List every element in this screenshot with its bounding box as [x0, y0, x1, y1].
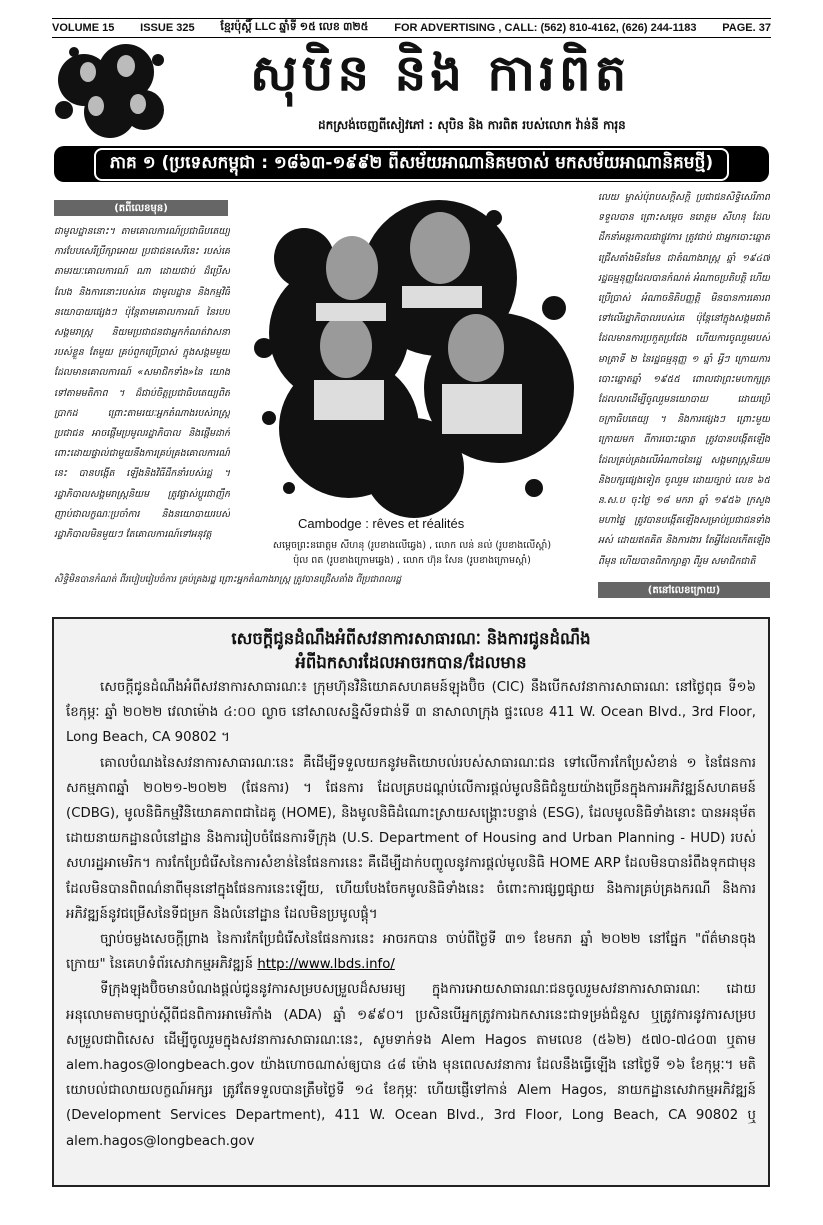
photo-caption-french: Cambodge : rêves et réalités	[298, 516, 465, 531]
part-banner	[54, 146, 769, 182]
photo-caption	[234, 538, 590, 568]
masthead-title: សុបិន និង ការពិត	[250, 44, 631, 102]
photo-caption-line-1: សម្ដេចព្រះនរោត្តម សីហនុ (រូបខាងលើឆ្វេង) , លោក លន់ នល់ (រូបខាងលើស្ដាំ)	[272, 540, 552, 551]
notice-draft-text: ច្បាប់ចម្លងសេចក្ដីព្រាង នៃការកែប្រែជំរើសនៃផែនការនេះ អាចរកបាន ចាប់ពីថ្ងៃទី ៣១ ខែមករា ឆ្នាំ ២០២២ នៅផ្នែក "ព័ត៌មានចុងក្រោយ" នៃគេហទំព័រសេវាកម្មអភិវឌ្ឍន៍	[66, 932, 756, 973]
page-header	[52, 18, 771, 38]
notice-title-line-1: សេចក្ដីជូនដំណឹងអំពីសវនាការសាធារណៈ និងការជូនដំណឹង	[231, 629, 591, 648]
article-photo	[234, 198, 590, 538]
part-banner-text: ភាគ ១ (ប្រទេសកម្ពុជា : ១៨៦៣-១៩៩២ ពីសម័យអាណានិគមចាស់ មកសម័យអាណានិគមថ្មី)	[94, 148, 729, 181]
lbds-website-link[interactable]: http://www.lbds.info/	[257, 957, 395, 973]
article-bottom-line: សិទ្ធិមិនបានកំណត់ ពីរបៀបរៀបចំការ គ្រប់គ្រងរដ្ឋ ព្រោះអ្នកតំណាងរាស្ត្រ ត្រូវបានជ្រើសតាំង ពីប្រជាពលរដ្ឋ	[54, 575, 402, 585]
masthead-subtitle: ដកស្រង់ចេញពីសៀវភៅ : សុបិន និង ការពិត របស់លោក វ៉ាន់នី ការុន	[318, 118, 626, 132]
article-right-text: លេយ ម្ចាស់ប៉ុរាបសក្ដិសក្ដិ ប្រជាជនសិទ្ធិសេរីភាពទទួលបាន ព្រោះសម្ដេច នរោត្តម សីហនុ ដែលដឹកនាំអន្តរកាលជាផ្លូវការ ត្រូវជាប់ ជាអ្នកបោះឆ្នោតជ្រើសតាំងមិនមែន ជាតំណាងរាស្ត្រ ឆ្នាំ ១៩៤៧ រដ្ឋធម្មនុញ្ញដែលបានកំណត់ អំណាចប្រតិបត្តិ ហើយប្រើប្រាស់ អំណាចនិតិបញ្ញត្តិ មិនបានការគោរពទៅលើរដ្ឋាភិបាលរបស់គេ ប៉ុន្តែនៅក្នុងសង្គមជាតិ ដែលមានការប្រកួតប្រជែង ហើយការចូលរួមរបស់ មាត្រាទី ២ នៃរដ្ឋធម្មនុញ្ញ ១ ឆ្នាំ អ្វីៗ ក្រោយការបោះឆ្នោតឆ្នាំ ១៩៥៥ ពោលជាព្រះមហាក្សត្រ ដែលលាដើម្បីចូលរួមនយោបាយ ដោយប្រើ ចក្រាធិបតេយ្យ ។ និងការផ្សេងៗ ព្រោះមួយ ក្រោយមក ពីការបោះឆ្នោត ត្រូវបានបង្កើតឡើង ដែលគ្រប់គ្រងលើអំណាចនៃរដ្ឋ សង្គមរាស្ត្រនិយម និងបក្សផ្សេងទៀត ចូលរួម ដោយច្បាប់ លេខ ៦៥ ន.ស.ប ចុះថ្ងៃ ១៨ មករា ឆ្នាំ ១៩៥៦ ក្រសួងមហាផ្ទៃ ត្រូវបានបង្កើតឡើងសម្រាប់ប្រជាជនទាំងអស់ ដោយឥតគិត និងការងារ តែអ្វីដែលកើតឡើងពីមុន ហើយបានពិភាក្សាគ្នា ពីរួម សមាជិកជាតិ	[598, 192, 770, 567]
continued-next-tag: (តនៅលេខក្រោយ)	[598, 582, 770, 598]
advertising-contact: FOR ADVERTISING , CALL: (562) 810-4162, (626) 244-1183	[394, 22, 697, 34]
khmer-issue-label: ខ្មែរប៉ុស្តិ៍ LLC ឆ្នាំទី ១៥ លេខ ៣២៥	[220, 21, 369, 33]
notice-paragraph-hearing: សេចក្ដីជូនដំណឹងអំពីសវនាការសាធារណៈ៖ ក្រុមហ៊ុនវិនិយោគសហគមន៍ឡុងប៊ិច (CIC) នឹងបើកសវនាការសាធារណៈ នៅថ្ងៃពុធ ទី១៦ ខែកុម្ភៈ ឆ្នាំ ២០២២ វេលាម៉ោង ៤:០០ ល្ងាច នៅសាលសន្និសីទជាន់ទី ៣ នាសាលាក្រុង ផ្ទះលេខ 411 W. Ocean Blvd., 3rd Floor, Long Beach, CA 90802 ។	[66, 680, 756, 746]
notice-paragraph-purpose: គោលបំណងនៃសវនាការសាធារណៈនេះ គឺដើម្បីទទួលយកនូវមតិយោបល់របស់សាធារណៈជន ទៅលើការកែប្រែសំខាន់ ១ នៃផែនការសកម្មភាពឆ្នាំ ២០២១-២០២២ (ផែនការ) ។ ផែនការ ដែលគ្របដណ្ដប់លើការផ្ដល់មូលនិធិជំនួយយ៉ាងច្រើនក្នុងការអភិវឌ្ឍន៍សហគមន៍ (CDBG), មូលនិធិកម្មវិនិយោគភាពជាដៃគូ (HOME), និងមូលនិធិដំណោះស្រាយសង្គ្រោះបន្ទាន់ (ESG), ដែលមូលនិធិទាំងនោះ បានអនុម័តដោយនាយកដ្ឋានលំនៅដ្ឋាន និងការរៀបចំផែនការទីក្រុង (U.S. Department of Housing and Urban Planning - HUD) របស់សហរដ្ឋអាមេរិក។ ការកែប្រែជំរើសនៃការសំខាន់នៃផែនការនេះ គឺដើម្បីដាក់បញ្ចូលនូវការផ្ដល់មូលនិធិ HOME ARP ដែលមិនបានរំពឹងទុកជាមុន ដែលមិនបានពិពណ៌នាពីមុននៅក្នុងផែនការនេះឡើយ, ហើយបែងចែកមូលនិធិទាំងនេះ ចំពោះការផ្សព្វផ្សាយ និងការគ្រប់គ្រងករណី និងការអភិវឌ្ឍន៍នូវជម្រើសនៃទីជម្រក និងលំនៅដ្ឋាន ដែលមិនប្រមូលផ្ដុំ។	[66, 755, 756, 922]
volume-label: VOLUME 15	[52, 22, 115, 34]
public-notice-box	[52, 617, 770, 1187]
notice-paragraph-accommodation: ទីក្រុងឡុងប៊ិចមានបំណងផ្ដល់ជូននូវការសម្របសម្រួលដ៏សមរម្យ ក្នុងការអោយសាធារណៈជនចូលរួមសវនាការសាធារណៈ ដោយអនុលោមតាមច្បាប់ស្ដីពីជនពិការអាមេរិកាំង (ADA) ឆ្នាំ ១៩៩០។ ប្រសិនបើអ្នកត្រូវការឯកសារនេះជាទម្រង់ជំនួស ឬត្រូវការនូវការសម្របសម្រួលជាពិសេស ដើម្បីចូលរួមក្នុងសវនាការសាធារណៈនេះ, សូមទាក់ទង Alem Hagos តាមលេខ (៥៦២) ៥៧០-៧៤០៣ ឬតាម alem.hagos@longbeach.gov យ៉ាងហោចណាស់ឲ្យបាន ៤៨ ម៉ោង មុនពេលសវនាការ ដែលនឹងធ្វើឡើង នៅថ្ងៃទី ១៦ ខែកុម្ភៈ។ មតិយោបល់ជាលាយលក្ខណ៍អក្សរ ត្រូវតែទទួលបានត្រឹមថ្ងៃទី ១៤ ខែកុម្ភៈ ហើយផ្ញើទៅកាន់ Alem Hagos, នាយកដ្ឋានសេវាកម្មអភិវឌ្ឍន៍ (Development Services Department), 411 W. Ocean Blvd., 3rd Floor, Long Beach, CA 90802 ឬ alem.hagos@longbeach.gov	[66, 982, 756, 1149]
notice-title-line-2: អំពីឯកសារដែលអាចរកបាន/ដែលមាន	[295, 653, 527, 672]
photo-caption-line-2: ប៉ុល ពត (រូបខាងក្រោមឆ្វេង) , លោក ហ៊ុន សែន (រូបខាងក្រោមស្ដាំ)	[293, 555, 531, 566]
article-right-column	[598, 188, 770, 576]
article-left-text: ជាមូលដ្ឋាននោះ។ តាមគោលការណ៍ប្រជាធិបតេយ្យ ការបែបសេរីប្រឹក្សាអោយ ប្រជាជនសេរីនេះ របស់គេ តាមរយៈគោលការណ៍ ណា ដោយជាប់ ដ៏ប្រើសលែង និងការនោះរបស់គេ ជាមូលដ្ឋាន និងកម្មវិធីនយោបាយផ្សេងៗ ប៉ុន្តែតាមគោលការណ៍ នៃរបបសង្គមរាស្ត្រ និយមប្រជាជនជាអ្នកកំណត់វាសនារបស់ខ្លួន តែមួយ គ្រប់ពួកប្រើប្រាស់ ក្នុងសង្គមមួយដែលមានគោលការណ៍ «សមាជិកទាំង»នៃ យោងទៅតាមមតិភាព ។ ដ៏ជាប់ចិត្តប្រជាធិបតេយ្យពិតប្រាកដ ព្រោះតាមរយៈអ្នកតំណាងរបស់រាស្ត្រ ប្រជាជន អាចផ្ដើមប្រមូលរដ្ឋាភិបាល និងផ្ដើមដាក់ ពោះដោយផ្ទាល់ជាមួយនឹងការគ្រប់គ្រងគោលការណ៍នេះ បានបង្កើត ឡើងនិងវិធីដឹកនាំរបស់រដ្ឋ ។ រដ្ឋាភិបាលសង្គមរាស្ត្រនិយម ត្រូវផ្លាស់ប្ដូរជាញឹកញាប់ជាលក្ខណៈប្រចាំការ និងនយោបាយរបស់រដ្ឋាភិបាលមិនមួយៗ តែគោលការណ៍ទៅអនុវត្ត	[54, 226, 230, 541]
issue-label: ISSUE 325	[140, 22, 195, 34]
page-number: PAGE. 37	[722, 22, 771, 34]
masthead-portraits-image	[54, 40, 166, 140]
continued-from-tag: (តពីលេខមុន)	[54, 200, 228, 216]
notice-paragraph-draft	[66, 927, 756, 977]
article-left-column	[54, 222, 230, 584]
